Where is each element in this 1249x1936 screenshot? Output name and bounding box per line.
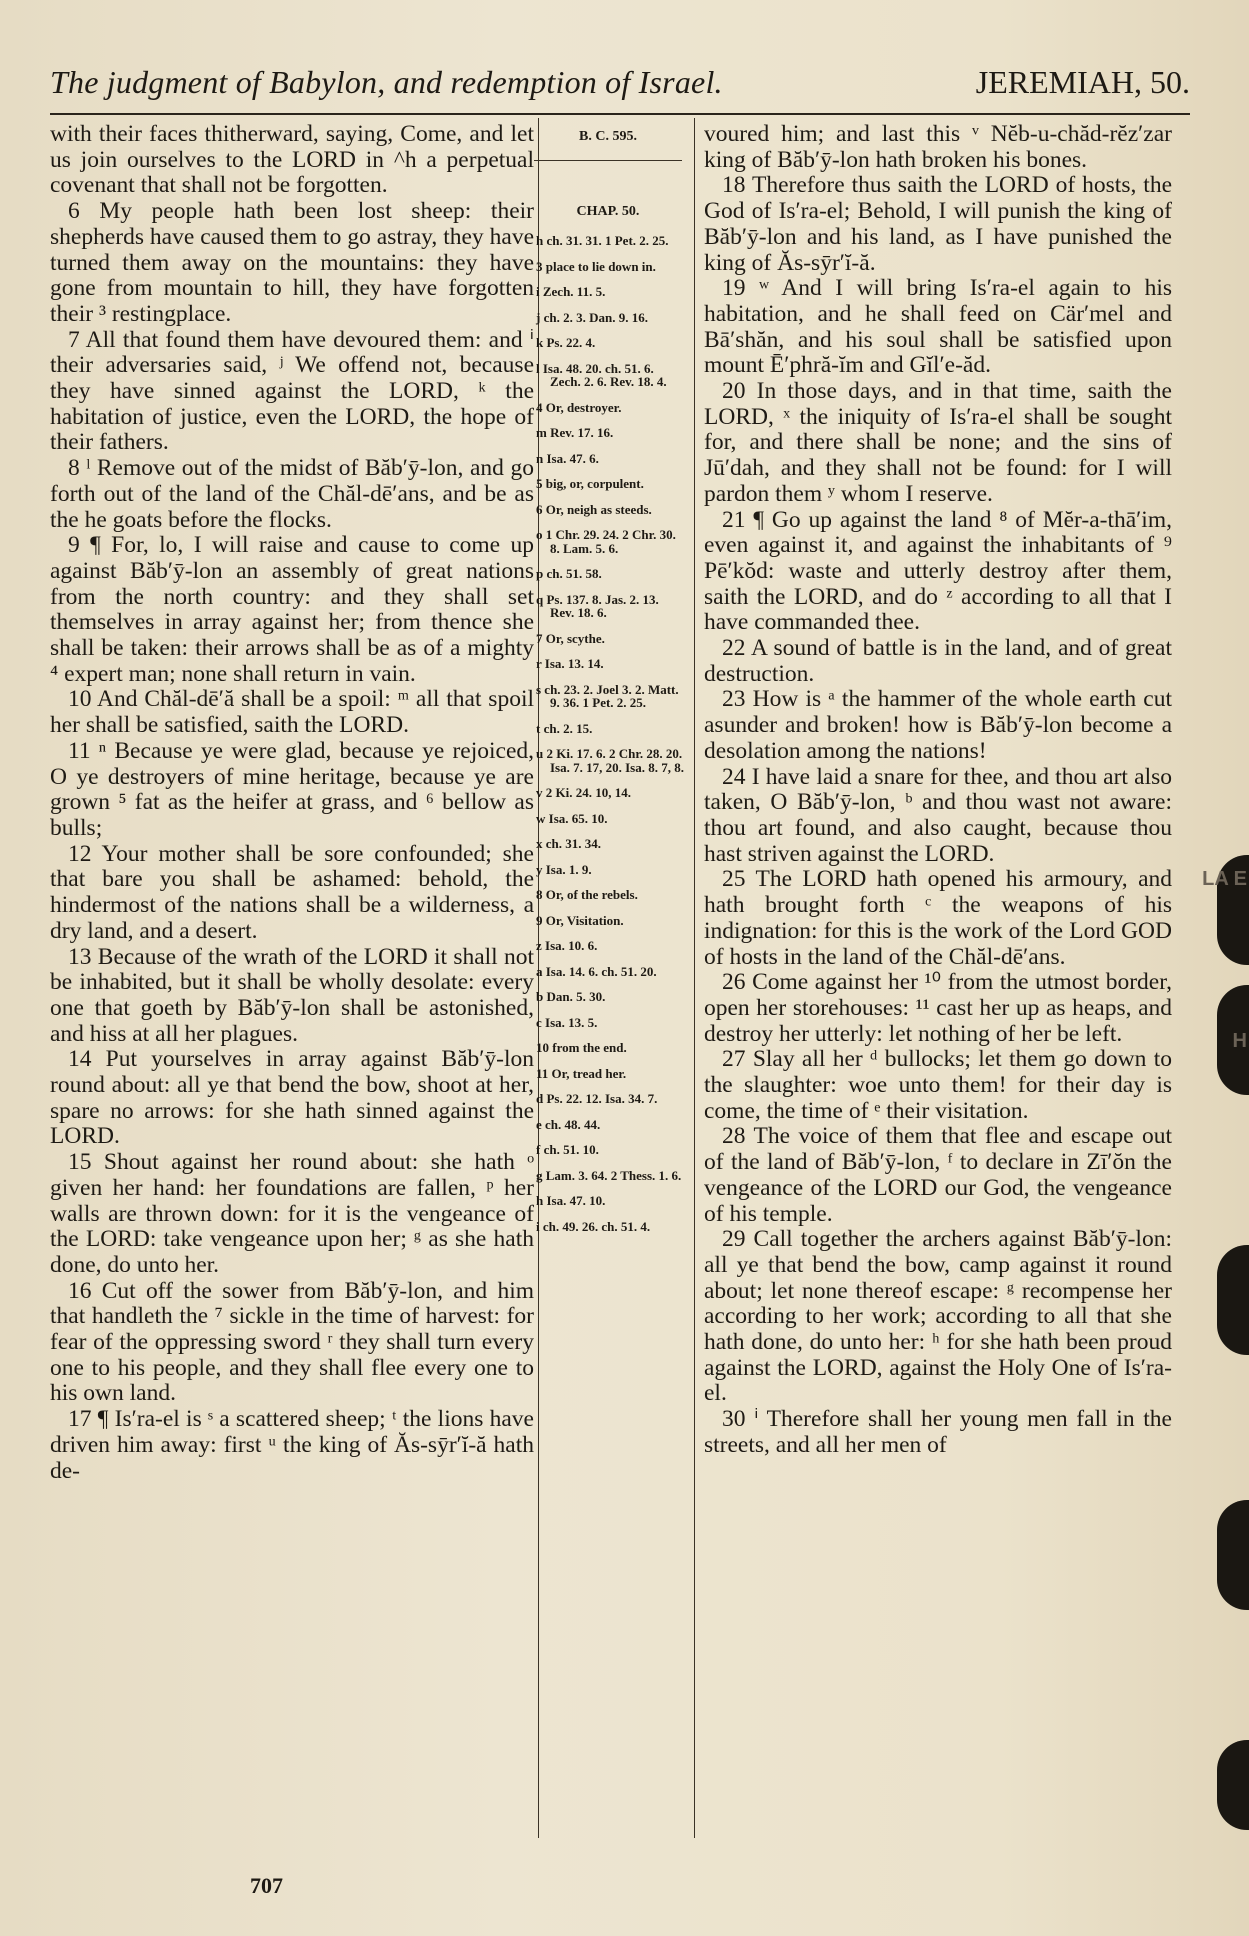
cross-reference-note: k Ps. 22. 4. — [536, 335, 596, 350]
verse-paragraph: 12 Your mother shall be sore confounded; she that bare you shall be ashamed: behold, the hindermost of the nations shall be a wilderness, a dry land, and a desert. — [50, 840, 534, 944]
cross-reference-note: f ch. 51. 10. — [536, 1142, 599, 1157]
verse-paragraph: voured him; and last this ᵛ Nĕb-u-chăd-rĕz′zar king of Băb′ȳ-lon hath broken his bones. — [704, 121, 1172, 173]
page-number: 707 — [250, 1873, 283, 1898]
verse-paragraph: 23 How is ᵃ the hammer of the whole earth cut asunder and broken! how is Băb′ȳ-lon become a desolation among the nations! — [704, 686, 1172, 764]
cross-reference-note: r Isa. 13. 14. — [536, 656, 604, 671]
cross-reference-note: h Isa. 47. 10. — [536, 1193, 606, 1208]
cross-reference-note: v 2 Ki. 24. 10, 14. — [536, 785, 631, 800]
verse-paragraph: 6 My people hath been lost sheep: their shepherds have caused them to go astray, they have turned them away on the mountains: they have gone from mountain to hill, they have forgotten their ³ restingplace. — [50, 198, 534, 327]
verse-paragraph: 17 ¶ Is′ra-el is ˢ a scattered sheep; ᵗ the lions have driven him away: first ᵘ the king of Ăs-sȳr′ĭ-ă hath de- — [50, 1406, 534, 1484]
verse-paragraph: 29 Call together the archers against Băb′ȳ-lon: all ye that bend the bow, camp against it round about; let none thereof escape: ᵍ recompense her according to her work; according to all that she hath done, do unto her: ʰ for she hath been proud against the LORD, against the Holy One of Is′ra-el. — [704, 1226, 1172, 1407]
verse-paragraph: 13 Because of the wrath of the LORD it shall not be inhabited, but it shall be wholly desolate: every one that goeth by Băb′ȳ-lon shall be astonished, and hiss at all her plagues. — [50, 943, 534, 1047]
cross-reference-note: q Ps. 137. 8. Jas. 2. 13. Rev. 18. 6. — [536, 591, 659, 620]
cross-reference-note: e ch. 48. 44. — [536, 1116, 601, 1132]
verse-paragraph: 26 Come against her ¹⁰ from the utmost border, open her storehouses: ¹¹ cast her up as heaps, and destroy her utterly: let nothing of her be left. — [704, 969, 1172, 1047]
running-title: The judgment of Babylon, and redemption of Israel. — [50, 64, 723, 100]
verse-paragraph: 14 Put yourselves in array against Băb′ȳ-lon round about: all ye that bend the bow, shoot at her, spare no arrows: for she hath sinned against the LORD. — [50, 1046, 534, 1150]
thumb-index-tab[interactable] — [1217, 1245, 1249, 1355]
chapter-note: CHAP. 50. — [576, 203, 640, 219]
verse-paragraph: 21 ¶ Go up against the land ⁸ of Mĕr-a-thā′im, even against it, and against the inhabitants of ⁹ Pē′kŏd: waste and utterly destroy after them, saith the LORD, and do ᶻ according to all that I have commanded thee. — [704, 506, 1172, 636]
cross-reference-note: c Isa. 13. 5. — [536, 1014, 598, 1030]
cross-reference-note: 7 Or, scythe. — [536, 630, 605, 646]
cross-reference-list — [530, 234, 686, 1233]
verse-paragraph: 25 The LORD hath opened his armoury, and hath brought forth ᶜ the weapons of his indignation: for this is the work of the Lord GOD of hosts in the land of the Chăl-dē′ans. — [704, 866, 1172, 970]
verse-paragraph: 28 The voice of them that flee and escape out of the land of Băb′ȳ-lon, ᶠ to declare in Zī′ŏn the vengeance of the LORD our God, the vengeance of his temple. — [704, 1123, 1172, 1227]
cross-reference-note: i ch. 49. 26. ch. 51. 4. — [536, 1218, 651, 1234]
verse-paragraph: 30 ⁱ Therefore shall her young men fall in the streets, and all her men of — [704, 1406, 1172, 1458]
cross-reference-note: h ch. 31. 31. 1 Pet. 2. 25. — [536, 233, 669, 248]
verse-paragraph: 24 I have laid a snare for thee, and thou art also taken, O Băb′ȳ-lon, ᵇ and thou wast not aware: thou art found, and also caught, because thou hast striven against the LORD. — [704, 763, 1172, 867]
thumb-index-tab[interactable] — [1217, 1740, 1249, 1830]
verse-paragraph: 9 ¶ For, lo, I will raise and cause to come up against Băb′ȳ-lon an assembly of great nations from the north country: and they shall set themselves in array against her; from thence she shall be taken: their arrows shall be as of a mighty ⁴ expert man; none shall return in vain. — [50, 532, 534, 687]
date-note: B. C. 595. — [579, 129, 637, 144]
verse-paragraph: 8 ˡ Remove out of the midst of Băb′ȳ-lon, and go forth out of the land of the Chăl-dē′ans, and be as the he goats before the flocks. — [50, 455, 534, 533]
column-divider-right — [694, 118, 695, 1838]
cross-reference-note: 11 Or, tread her. — [536, 1065, 627, 1081]
reference-column — [530, 122, 686, 1245]
cross-reference-note: w Isa. 65. 10. — [536, 810, 608, 826]
cross-reference-note: b Dan. 5. 30. — [536, 989, 606, 1004]
cross-reference-note: y Isa. 1. 9. — [536, 861, 592, 877]
cross-reference-note: 6 Or, neigh as steeds. — [536, 501, 652, 517]
verse-paragraph: 22 A sound of battle is in the land, and of great destruction. — [704, 635, 1172, 687]
verse-paragraph: 7 All that found them have devoured them: and ⁱ their adversaries said, ʲ We offend not, because they have sinned against the LORD, ᵏ the habitation of justice, even the LORD, the hope of their fathers. — [50, 326, 534, 456]
cross-reference-note: x ch. 31. 34. — [536, 836, 601, 851]
verse-paragraph: 11 ⁿ Because ye were glad, because ye rejoiced, O ye destroyers of mine heritage, because ye are grown ⁵ fat as the heifer at grass, and ⁶ bellow as bulls; — [50, 737, 534, 841]
verse-paragraph: 10 And Chăl-dē′ă shall be a spoil: ᵐ all that spoil her shall be satisfied, saith the LORD. — [50, 686, 534, 739]
cross-reference-note: 5 big, or, corpulent. — [536, 476, 644, 491]
verse-paragraph: with their faces thitherward, saying, Come, and let us join ourselves to the LORD in ^h a perpetual covenant that shall not be forgotten. — [50, 121, 534, 199]
date-rule — [534, 160, 682, 161]
cross-reference-note: 10 from the end. — [536, 1040, 627, 1055]
verse-paragraph: 18 Therefore thus saith the LORD of hosts, the God of Is′ra-el; Behold, I will punish the king of Băb′ȳ-lon and his land, as I have punished the king of Ăs-sȳr′ĭ-ă. — [704, 172, 1172, 276]
cross-reference-note: g Lam. 3. 64. 2 Thess. 1. 6. — [536, 1167, 682, 1183]
thumb-index-tab-label: H — [1232, 1030, 1247, 1052]
cross-reference-note: t ch. 2. 15. — [536, 720, 593, 736]
cross-reference-note: o 1 Chr. 29. 24. 2 Chr. 30. 8. Lam. 5. 6. — [536, 527, 676, 556]
cross-reference-note: d Ps. 22. 12. Isa. 34. 7. — [536, 1091, 658, 1106]
cross-reference-note: s ch. 23. 2. Joel 3. 2. Matt. 9. 36. 1 Pet. 2. 25. — [536, 681, 679, 710]
cross-reference-note: 8 Or, of the rebels. — [536, 887, 638, 902]
verse-paragraph: 19 ʷ And I will bring Is′ra-el again to his habitation, and he shall feed on Cär′mel and Bā′shăn, and his soul shall be satisfied upon mount Ē′phră-ĭm and Gĭl′e-ăd. — [704, 275, 1172, 379]
cross-reference-note: j ch. 2. 3. Dan. 9. 16. — [536, 309, 648, 325]
verse-paragraph: 15 Shout against her round about: she hath ᵒ given her hand: her foundations are fallen, ᵖ her walls are thrown down: for it is the vengeance of the LORD: take vengeance upon her; ᵍ as she hath done, do unto her. — [50, 1149, 534, 1278]
verse-paragraph: 20 In those days, and in that time, saith the LORD, ˣ the iniquity of Is′ra-el shall be sought for, and there shall be none; and the sins of Jū′dah, and they shall not be found: for I will pardon them ʸ whom I reserve. — [704, 378, 1172, 507]
cross-reference-note: p ch. 51. 58. — [536, 566, 602, 581]
verse-paragraph: 27 Slay all her ᵈ bullocks; let them go down to the slaughter: woe unto them! for their day is come, the time of ᵉ their visitation. — [704, 1046, 1172, 1124]
thumb-index-tab-label: LA E — [1202, 868, 1247, 890]
cross-reference-note: 4 Or, destroyer. — [536, 399, 622, 415]
cross-reference-note: a Isa. 14. 6. ch. 51. 20. — [536, 963, 657, 979]
cross-reference-note: 3 place to lie down in. — [536, 258, 656, 274]
book-chapter-heading: JEREMIAH, 50. — [975, 64, 1190, 100]
cross-reference-note: n Isa. 47. 6. — [536, 450, 599, 466]
header-rule — [50, 113, 1190, 115]
cross-reference-note: i Zech. 11. 5. — [536, 284, 606, 299]
verse-paragraph: 16 Cut off the sower from Băb′ȳ-lon, and him that handleth the ⁷ sickle in the time of harvest: for fear of the oppressing sword ʳ they shall turn every one to his people, and they shall flee every one to his own land. — [50, 1277, 534, 1407]
cross-reference-note: m Rev. 17. 16. — [536, 425, 614, 440]
thumb-index-tab[interactable] — [1217, 1500, 1249, 1610]
cross-reference-note: z Isa. 10. 6. — [536, 938, 598, 953]
left-text-column — [50, 122, 534, 1484]
right-text-column — [704, 122, 1172, 1459]
page-header — [50, 64, 1190, 114]
cross-reference-note: l Isa. 48. 20. ch. 51. 6. Zech. 2. 6. Rev. 18. 4. — [536, 360, 667, 389]
cross-reference-note: u 2 Ki. 17. 6. 2 Chr. 28. 20. Isa. 7. 17, 20. Isa. 8. 7, 8. — [536, 746, 684, 775]
cross-reference-note: 9 Or, Visitation. — [536, 912, 624, 928]
